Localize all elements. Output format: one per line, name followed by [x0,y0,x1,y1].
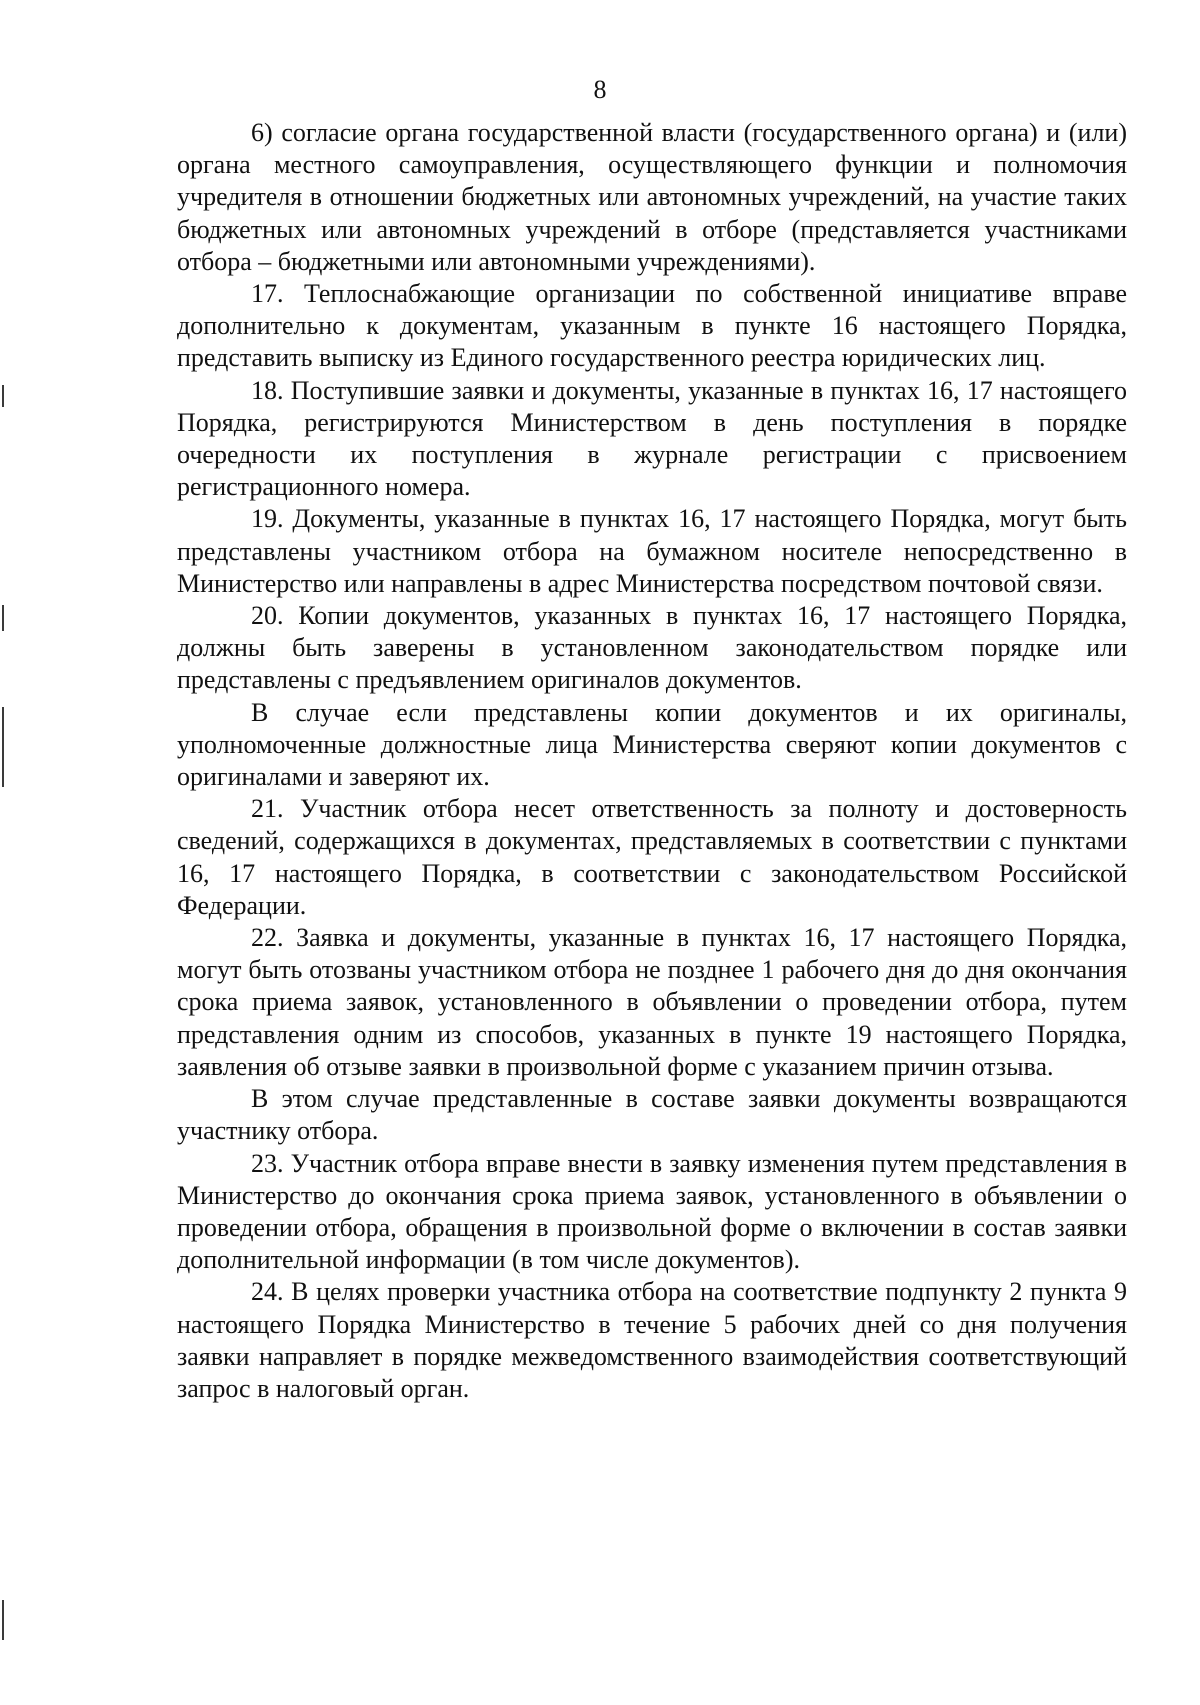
scan-edge-mark [2,605,4,631]
paragraph-17: 17. Теплоснабжающие организации по собственной инициативе вправе дополнительно к документам, указанным в пункте 16 настоящего Порядка, представить выписку из Единого государственного реестра юридических лиц. [177,279,1127,373]
paragraph-19: 19. Документы, указанные в пунктах 16, 17 настоящего Порядка, могут быть представлены участником отбора на бумажном носителе непосредственно в Министерство или направлены в адрес Министерства посредством почтовой связи. [177,504,1127,598]
page-number: 8 [593,75,607,104]
paragraph-22: 22. Заявка и документы, указанные в пунктах 16, 17 настоящего Порядка, могут быть отозваны участником отбора не позднее 1 рабочего дня до дня окончания срока приема заявок, установленного в объявлении о проведении отбора, путем представления одним из способов, указанных в пункте 19 настоящего Порядка, заявления об отзыве заявки в произвольной форме с указанием причин отзыва. [177,923,1127,1081]
paragraph-item-6: 6) согласие органа государственной власти (государственного органа) и (или) органа местного самоуправления, осуществляющего функции и полномочия учредителя в отношении бюджетных или автономных учреждений, на участие таких бюджетных или автономных учреждений в отборе (представляется участниками отбора – бюджетными или автономными учреждениями). [177,118,1127,276]
paragraph-20: 20. Копии документов, указанных в пунктах 16, 17 настоящего Порядка, должны быть заверены в установленном законодательством порядке или представлены с предъявлением оригиналов документов. [177,601,1127,695]
paragraph-22-continued: В этом случае представленные в составе заявки документы возвращаются участнику отбора. [177,1084,1127,1146]
paragraph-24: 24. В целях проверки участника отбора на соответствие подпункту 2 пункта 9 настоящего Порядка Министерство в течение 5 рабочих дней со дня получения заявки направляет в порядке межведомственного взаимодействия соответствующий запрос в налоговый орган. [177,1277,1127,1403]
paragraph-21: 21. Участник отбора несет ответственность за полноту и достоверность сведений, содержащихся в документах, представляемых в соответствии с пунктами 16, 17 настоящего Порядка, в соответствии с законодательством Российской Федерации. [177,794,1127,920]
scan-edge-mark [2,1600,4,1640]
scan-edge-mark [2,385,4,407]
paragraph-20-continued: В случае если представлены копии документов и их оригиналы, уполномоченные должностные лица Министерства сверяют копии документов с оригиналами и заверяют их. [177,697,1127,792]
paragraph-18: 18. Поступившие заявки и документы, указанные в пунктах 16, 17 настоящего Порядка, регистрируются Министерством в день поступления в порядке очередности их поступления в журнале регистрации с присвоением регистрационного номера. [177,375,1127,502]
scan-edge-mark [2,707,4,787]
document-body [177,117,1127,1405]
paragraph-23: 23. Участник отбора вправе внести в заявку изменения путем представления в Министерство до окончания срока приема заявок, установленного в объявлении о проведении отбора, обращения в произвольной форме о включении в состав заявки дополнительной информации (в том числе документов). [177,1148,1127,1275]
